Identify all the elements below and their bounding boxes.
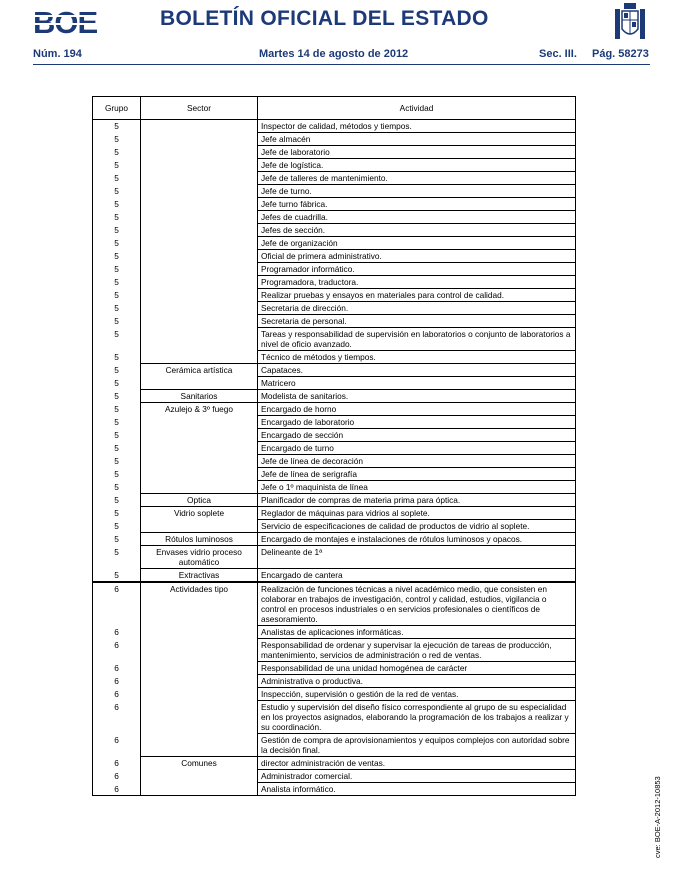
header-rule [33,64,650,65]
cell-grupo: 5 [93,520,141,533]
table-row [93,481,576,494]
boe-logo [33,5,103,37]
cell-grupo: 5 [93,364,141,377]
cell-actividad: Inspector de calidad, métodos y tiempos. [258,120,576,133]
cell-actividad: Inspección, supervisión o gestión de la red de ventas. [258,688,576,701]
table-row [93,351,576,364]
cell-grupo: 5 [93,224,141,237]
page-number: Pág. 58273 [592,48,649,60]
cell-grupo: 6 [93,783,141,796]
cell-grupo: 5 [93,146,141,159]
table-row [93,377,576,390]
table-row [93,582,576,626]
cell-grupo: 6 [93,675,141,688]
cell-sector [141,701,258,734]
table-row [93,224,576,237]
cell-actividad: director administración de ventas. [258,757,576,770]
cell-grupo: 5 [93,172,141,185]
cell-actividad: Encargado de montajes e instalaciones de rótulos luminosos y opacos. [258,533,576,546]
table-row [93,302,576,315]
cell-actividad: Gestión de compra de aprovisionamientos y equipos complejos con autoridad sobre la decisión final. [258,734,576,757]
classification-table [92,96,576,796]
cell-sector [141,429,258,442]
cell-actividad: Encargado de laboratorio [258,416,576,429]
cell-sector [141,315,258,328]
cell-grupo: 6 [93,582,141,626]
cell-sector [141,172,258,185]
cell-actividad: Jefe o 1º maquinista de línea [258,481,576,494]
table-row [93,276,576,289]
cell-grupo: 6 [93,770,141,783]
cell-grupo: 5 [93,185,141,198]
cell-grupo: 6 [93,701,141,734]
cell-grupo: 5 [93,133,141,146]
table-row [93,403,576,416]
issue-number: Núm. 194 [33,48,82,60]
cell-grupo: 5 [93,263,141,276]
table-row [93,172,576,185]
column-header-sector: Sector [141,97,258,120]
cell-sector [141,328,258,351]
table-row [93,133,576,146]
cell-grupo: 5 [93,250,141,263]
cell-sector: Extractivas [141,569,258,583]
cell-sector [141,662,258,675]
cell-actividad: Secretaria de personal. [258,315,576,328]
cell-sector [141,133,258,146]
table-row [93,675,576,688]
cell-actividad: Jefe de organización [258,237,576,250]
table-row [93,442,576,455]
cell-actividad: Jefe de línea de decoración [258,455,576,468]
table-row [93,468,576,481]
column-header-grupo: Grupo [93,97,141,120]
cell-grupo: 5 [93,390,141,403]
cell-sector [141,263,258,276]
cell-sector: Rótulos luminosos [141,533,258,546]
cell-actividad: Responsabilidad de ordenar y supervisar la ejecución de tareas de producción, mantenimiento, servicios de administración o red de ventas. [258,639,576,662]
cell-actividad: Jefes de sección. [258,224,576,237]
cell-actividad: Encargado de turno [258,442,576,455]
cell-grupo: 5 [93,289,141,302]
cell-sector [141,159,258,172]
cell-actividad: Matricero [258,377,576,390]
table-row [93,626,576,639]
cell-sector: Optica [141,494,258,507]
cell-grupo: 6 [93,734,141,757]
cell-actividad: Jefes de cuadrilla. [258,211,576,224]
cell-grupo: 5 [93,442,141,455]
column-header-actividad: Actividad [258,97,576,120]
table-body [93,120,576,796]
table-row [93,688,576,701]
cell-sector [141,639,258,662]
coat-of-arms-icon [613,3,647,43]
cell-sector [141,481,258,494]
table-header-row [93,97,576,120]
cell-sector [141,688,258,701]
cell-sector: Cerámica artística [141,364,258,377]
table-row [93,569,576,583]
cell-grupo: 5 [93,302,141,315]
cell-sector: Actividades tipo [141,582,258,626]
cell-actividad: Encargado de sección [258,429,576,442]
cell-sector [141,734,258,757]
table-row [93,757,576,770]
page-title: BOLETÍN OFICIAL DEL ESTADO [160,7,489,30]
cell-grupo: 5 [93,276,141,289]
cell-sector [141,250,258,263]
cell-grupo: 5 [93,455,141,468]
cell-sector [141,302,258,315]
cell-actividad: Realizar pruebas y ensayos en materiales para control de calidad. [258,289,576,302]
cell-sector: Sanitarios [141,390,258,403]
cell-grupo: 5 [93,315,141,328]
table-row [93,783,576,796]
cell-sector [141,237,258,250]
cell-sector [141,675,258,688]
cell-actividad: Oficial de primera administrativo. [258,250,576,263]
cell-actividad: Encargado de cantera [258,569,576,583]
table-row [93,701,576,734]
cell-grupo: 5 [93,507,141,520]
table-row [93,364,576,377]
table-row [93,328,576,351]
cell-grupo: 5 [93,481,141,494]
cell-actividad: Analistas de aplicaciones informáticas. [258,626,576,639]
cell-sector [141,120,258,133]
table-row [93,390,576,403]
cell-grupo: 5 [93,328,141,351]
cell-actividad: Jefe de línea de serigrafía [258,468,576,481]
cell-sector: Azulejo & 3º fuego [141,403,258,416]
cell-sector [141,198,258,211]
cell-sector [141,377,258,390]
table-row [93,185,576,198]
svg-text:BOE: BOE [33,5,98,37]
cell-actividad: Jefe almacén [258,133,576,146]
cell-sector [141,224,258,237]
cell-actividad: Estudio y supervisión del diseño físico correspondiente al grupo de su especialidad en los proyectos asignados, elaborando la programación de los trabajos a realizar y su coordinación. [258,701,576,734]
table-row [93,520,576,533]
table-row [93,770,576,783]
cell-actividad: Tareas y responsabilidad de supervisión en laboratorios o conjunto de laboratorios a nivel de oficio avanzado. [258,328,576,351]
table-row [93,289,576,302]
cell-actividad: Encargado de horno [258,403,576,416]
table-row [93,211,576,224]
cell-grupo: 6 [93,639,141,662]
cell-actividad: Administrativa o productiva. [258,675,576,688]
table-row [93,198,576,211]
cell-grupo: 5 [93,351,141,364]
cell-grupo: 5 [93,468,141,481]
cell-actividad: Programador informático. [258,263,576,276]
table-row [93,494,576,507]
table-row [93,120,576,133]
cell-sector [141,783,258,796]
cell-grupo: 6 [93,757,141,770]
cell-grupo: 5 [93,429,141,442]
cell-actividad: Jefe de laboratorio [258,146,576,159]
cell-sector [141,626,258,639]
cell-actividad: Delineante de 1ª [258,546,576,569]
cell-actividad: Programadora, traductora. [258,276,576,289]
cell-sector [141,185,258,198]
cell-actividad: Responsabilidad de una unidad homogénea de carácter [258,662,576,675]
cell-sector: Vidrio soplete [141,507,258,520]
table-row [93,639,576,662]
cell-grupo: 6 [93,688,141,701]
table-row [93,662,576,675]
table-row [93,734,576,757]
cell-grupo: 5 [93,569,141,583]
cell-actividad: Analista informático. [258,783,576,796]
table-row [93,429,576,442]
table-row [93,416,576,429]
table-row [93,263,576,276]
cell-sector: Comunes [141,757,258,770]
cell-grupo: 5 [93,416,141,429]
cell-grupo: 5 [93,159,141,172]
table-row [93,237,576,250]
cell-actividad: Reglador de máquinas para vidrios al soplete. [258,507,576,520]
cell-actividad: Jefe de turno. [258,185,576,198]
cell-actividad: Jefe de talleres de mantenimiento. [258,172,576,185]
cell-actividad: Jefe turno fábrica. [258,198,576,211]
document-code: cve: BOE-A-2012-10853 [653,776,662,858]
issue-date: Martes 14 de agosto de 2012 [259,48,409,60]
cell-sector [141,770,258,783]
cell-actividad: Técnico de métodos y tiempos. [258,351,576,364]
cell-grupo: 5 [93,533,141,546]
cell-actividad: Modelista de sanitarios. [258,390,576,403]
cell-grupo: 5 [93,198,141,211]
cell-actividad: Secretaria de dirección. [258,302,576,315]
cell-sector [141,468,258,481]
cell-grupo: 6 [93,626,141,639]
cell-grupo: 5 [93,546,141,569]
cell-sector [141,351,258,364]
cell-sector [141,289,258,302]
cell-grupo: 5 [93,211,141,224]
cell-grupo: 5 [93,120,141,133]
cell-sector [141,455,258,468]
cell-sector: Envases vidrio proceso automático [141,546,258,569]
cell-sector [141,520,258,533]
cell-actividad: Administrador comercial. [258,770,576,783]
table-row [93,250,576,263]
table-row [93,159,576,172]
table-row [93,533,576,546]
section-label: Sec. III. [539,48,577,60]
cell-actividad: Jefe de logística. [258,159,576,172]
cell-actividad: Planificador de compras de materia prima para óptica. [258,494,576,507]
cell-sector [141,416,258,429]
cell-sector [141,146,258,159]
cell-actividad: Capataces. [258,364,576,377]
cell-actividad: Realización de funciones técnicas a nivel académico medio, que consisten en colaborar en trabajos de investigación, control y calidad, estudios, vigilancia o control en procesos industriales o en servicios profesionales o científicos de asesoramiento. [258,582,576,626]
table-row [93,315,576,328]
table-row [93,546,576,569]
table-row [93,146,576,159]
table-row [93,507,576,520]
cell-grupo: 6 [93,662,141,675]
cell-grupo: 5 [93,377,141,390]
cell-grupo: 5 [93,494,141,507]
cell-grupo: 5 [93,237,141,250]
cell-sector [141,276,258,289]
cell-sector [141,211,258,224]
cell-sector [141,442,258,455]
cell-grupo: 5 [93,403,141,416]
page-header [0,0,682,70]
table-row [93,455,576,468]
cell-actividad: Servicio de especificaciones de calidad de productos de vidrio al soplete. [258,520,576,533]
